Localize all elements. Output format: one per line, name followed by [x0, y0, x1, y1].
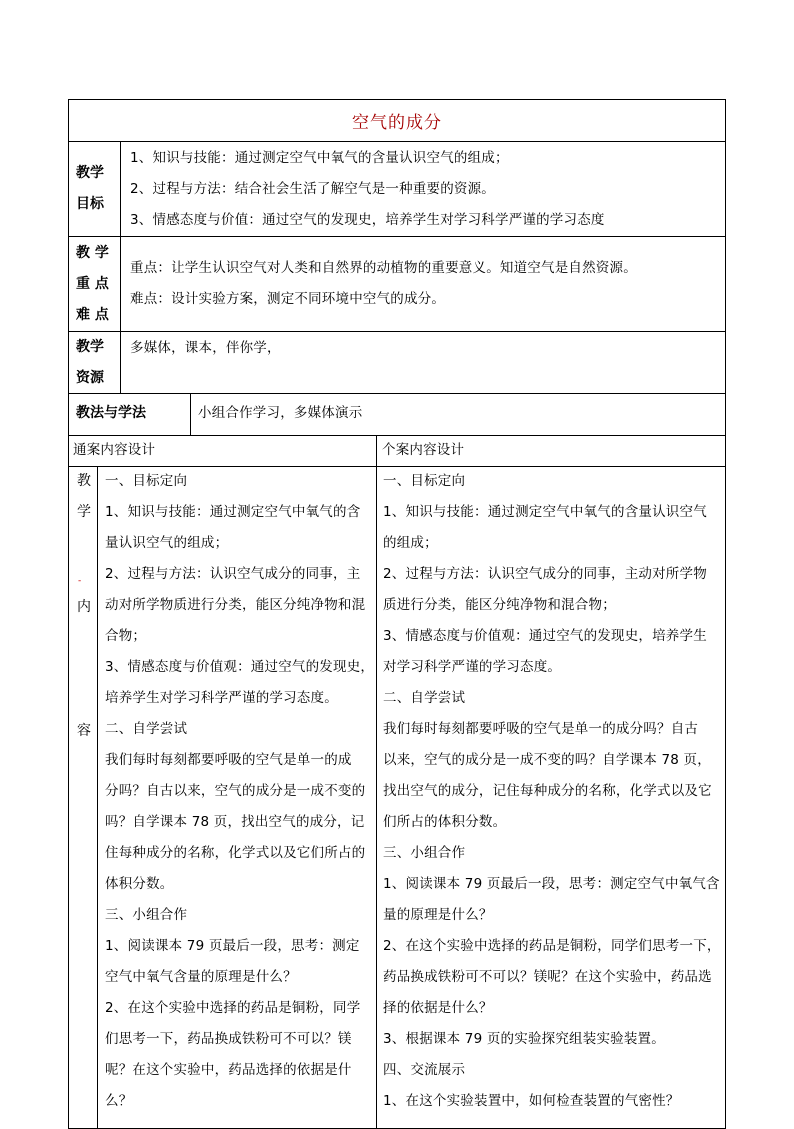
left-column-line: 二、自学尝试 [105, 721, 188, 737]
row-divider [68, 331, 726, 332]
left-column-line: 3、情感态度与价值观：通过空气的发现史， [105, 659, 375, 675]
right-column-line: 2、在这个实验中选择的药品是铜粉，同学们思考一下， [383, 938, 721, 954]
col-divider [97, 466, 98, 1129]
left-column-line: 么？ [105, 1093, 133, 1109]
key-point-line: 重点：让学生认识空气对人类和自然界的动植物的重要意义。知道空气是自然资源。 [130, 260, 637, 276]
right-column-line: 量的原理是什么？ [383, 907, 493, 923]
left-column-line: 我们每时每刻都要呼吸的空气是单一的成 [105, 752, 352, 768]
key-points-label: 教 学 重 点 难 点 [76, 245, 109, 323]
col-divider [376, 435, 377, 1129]
left-column-line: 1、知识与技能：通过测定空气中氧气的含 [105, 504, 361, 520]
right-column-line: 我们每时每刻都要呼吸的空气是单一的成分吗？自古 [383, 721, 699, 737]
left-column-header: 通案内容设计 [73, 442, 156, 458]
right-column-line: 3、情感态度与价值观：通过空气的发现史，培养学生 [383, 628, 707, 644]
right-column-line: 三、小组合作 [383, 845, 466, 861]
left-column-line: 分吗？自古以来，空气的成分是一成不变的 [105, 783, 366, 799]
left-column-line: 住每种成分的名称，化学式以及它们所占的 [105, 845, 366, 861]
left-column-line: 呢？在这个实验中，药品选择的依据是什 [105, 1062, 352, 1078]
left-column-line: 三、小组合作 [105, 907, 188, 923]
right-column-line: 以来，空气的成分是一成不变的吗？自学课本 78 页， [383, 752, 711, 768]
side-label-char: 学 [77, 504, 91, 520]
right-column-line: 的组成； [383, 535, 438, 551]
right-column-line: 四、交流展示 [383, 1062, 466, 1078]
objectives-label: 教学 目标 [76, 165, 104, 212]
objective-line: 3、情感态度与价值：通过空气的发现史，培养学生对学习科学严谨的学习态度 [130, 212, 605, 228]
right-column-line: 1、在这个实验装置中，如何检查装置的气密性？ [383, 1093, 680, 1109]
right-column-line: 二、自学尝试 [383, 690, 466, 706]
key-point-line: 难点：设计实验方案，测定不同环境中空气的成分。 [130, 291, 446, 307]
left-column-line: 合物； [105, 628, 147, 644]
left-column-line: 量认识空气的组成； [105, 535, 229, 551]
left-column-line: 培养学生对学习科学严谨的学习态度。 [105, 690, 338, 706]
right-column-line: 1、知识与技能：通过测定空气中氧气的含量认识空气 [383, 504, 707, 520]
right-column-line: 3、根据课本 79 页的实验探究组装实验装置。 [383, 1031, 665, 1047]
left-column-line: 们思考一下，药品换成铁粉可不可以？镁 [105, 1031, 352, 1047]
col-divider [120, 141, 121, 393]
objective-line: 2、过程与方法：结合社会生活了解空气是一种重要的资源。 [130, 181, 495, 197]
left-column-line: 2、过程与方法：认识空气成分的同事，主 [105, 566, 361, 582]
side-label-char: - [78, 576, 82, 586]
left-column-line: 体积分数。 [105, 876, 174, 892]
left-column-line: 吗？自学课本 78 页，找出空气的成分，记 [105, 814, 365, 830]
right-column-line: 对学习科学严谨的学习态度。 [383, 659, 562, 675]
side-label-char: 内 [77, 599, 91, 615]
left-column-line: 空气中氧气含量的原理是什么？ [105, 969, 297, 985]
side-label-char: 容 [77, 723, 91, 739]
row-divider [68, 141, 726, 142]
right-column-line: 一、目标定向 [383, 473, 466, 489]
methods-label: 教法与学法 [76, 405, 146, 421]
methods-text: 小组合作学习，多媒体演示 [198, 405, 363, 421]
left-column-line: 2、在这个实验中选择的药品是铜粉，同学 [105, 1000, 361, 1016]
row-divider [68, 393, 726, 394]
left-column-line: 1、阅读课本 79 页最后一段，思考：测定 [105, 938, 360, 954]
right-column-header: 个案内容设计 [382, 442, 465, 458]
left-column-line: 一、目标定向 [105, 473, 188, 489]
col-divider [190, 393, 191, 435]
resources-label: 教学 资源 [76, 339, 104, 386]
left-column-line: 动对所学物质进行分类，能区分纯净物和混 [105, 597, 366, 613]
right-column-line: 们所占的体积分数。 [383, 814, 507, 830]
objective-line: 1、知识与技能：通过测定空气中氧气的含量认识空气的组成； [130, 150, 509, 166]
right-column-line: 找出空气的成分，记住每种成分的名称，化学式以及它 [383, 783, 712, 799]
right-column-line: 2、过程与方法：认识空气成分的同事，主动对所学物 [383, 566, 707, 582]
right-column-line: 1、阅读课本 79 页最后一段，思考：测定空气中氧气含 [383, 876, 720, 892]
page-title: 空气的成分 [352, 113, 442, 133]
right-column-line: 质进行分类，能区分纯净物和混合物； [383, 597, 616, 613]
side-label-char: 教 [77, 473, 91, 489]
resources-text: 多媒体，课本，伴你学， [130, 340, 281, 356]
right-column-line: 择的依据是什么？ [383, 1000, 493, 1016]
row-divider [68, 236, 726, 237]
right-column-line: 药品换成铁粉可不可以？镁呢？在这个实验中，药品选 [383, 969, 712, 985]
